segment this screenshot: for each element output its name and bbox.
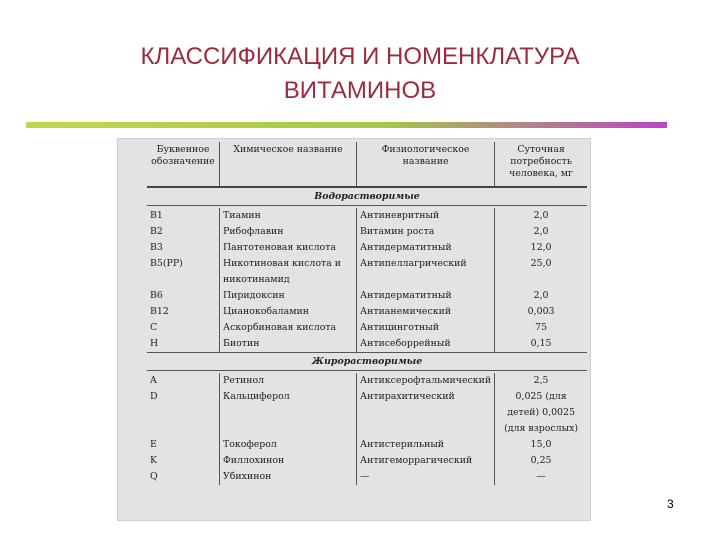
cell-physiological: Антиневритный <box>357 208 495 224</box>
vitamin-table <box>147 142 587 485</box>
cell-letter: H <box>147 336 220 353</box>
table-row <box>147 373 587 389</box>
cell-physiological: — <box>357 469 495 485</box>
cell-chemical: Кальциферол <box>220 389 357 437</box>
cell-physiological: Антипеллагрический <box>357 256 495 288</box>
header-letter: Буквенное обозначение <box>147 142 220 187</box>
cell-daily: 2,0 <box>533 226 549 237</box>
cell-daily: 2,0 <box>533 290 549 301</box>
table-row <box>147 389 587 437</box>
cell-chemical: Биотин <box>220 336 357 353</box>
cell-letter: B12 <box>147 304 220 320</box>
cell-daily: 2,5 <box>533 375 549 386</box>
cell-letter: A <box>147 373 220 389</box>
table-group-row <box>147 353 587 371</box>
cell-chemical: Аскорбиновая кислота <box>220 320 357 336</box>
cell-daily: 0,15 <box>530 338 552 349</box>
cell-letter: K <box>147 453 220 469</box>
cell-chemical: Рибофлавин <box>220 224 357 240</box>
cell-chemical: Убихинон <box>220 469 357 485</box>
cell-chemical: Тиамин <box>220 208 357 224</box>
table-row <box>147 256 587 288</box>
title-line-1: КЛАССИФИКАЦИЯ И НОМЕНКЛАТУРА <box>140 43 580 70</box>
table-group-row <box>147 187 587 206</box>
cell-chemical: Пантотеновая кислота <box>220 240 357 256</box>
cell-physiological: Антицинготный <box>357 320 495 336</box>
cell-letter: B6 <box>147 288 220 304</box>
table-row <box>147 224 587 240</box>
scanned-table-image <box>117 138 591 521</box>
cell-daily: 0,003 <box>527 306 555 317</box>
title-line-2: ВИТАМИНОВ <box>283 77 437 104</box>
cell-letter: B2 <box>147 224 220 240</box>
header-daily: Суточная потребность человека, мг <box>495 142 587 187</box>
cell-daily: 25,0 <box>530 258 552 269</box>
table-row <box>147 240 587 256</box>
cell-letter: B3 <box>147 240 220 256</box>
table-row <box>147 208 587 224</box>
table-row <box>147 336 587 353</box>
cell-letter: B5(PP) <box>147 256 220 288</box>
cell-letter: Q <box>147 469 220 485</box>
cell-chemical: Цианокобаламин <box>220 304 357 320</box>
cell-letter: E <box>147 437 220 453</box>
cell-physiological: Антисеборрейный <box>357 336 495 353</box>
cell-physiological: Антигеморрагический <box>357 453 495 469</box>
table-row <box>147 304 587 320</box>
table-row <box>147 320 587 336</box>
table-row <box>147 288 587 304</box>
cell-letter: B1 <box>147 208 220 224</box>
cell-daily: — <box>536 471 546 482</box>
table-row <box>147 437 587 453</box>
cell-letter: D <box>147 389 220 437</box>
table-row <box>147 453 587 469</box>
table-row <box>147 469 587 485</box>
cell-physiological: Антидерматитный <box>357 288 495 304</box>
cell-letter: C <box>147 320 220 336</box>
cell-chemical: Никотиновая кислота и никотинамид <box>220 256 357 288</box>
cell-chemical: Ретинол <box>220 373 357 389</box>
cell-chemical: Токоферол <box>220 437 357 453</box>
cell-physiological: Антистерильный <box>357 437 495 453</box>
cell-daily: 0,025 (для детей) 0,0025 (для взрослых) <box>504 391 579 434</box>
table-header-row <box>147 142 587 187</box>
cell-physiological: Антианемический <box>357 304 495 320</box>
page-number: 3 <box>667 497 674 511</box>
cell-daily: 12,0 <box>530 242 552 253</box>
cell-daily: 2,0 <box>533 210 549 221</box>
cell-chemical: Филлохинон <box>220 453 357 469</box>
cell-daily: 0,25 <box>530 455 552 466</box>
cell-physiological: Антидерматитный <box>357 240 495 256</box>
table-body <box>147 187 587 485</box>
cell-physiological: Антирахитический <box>357 389 495 437</box>
cell-physiological: Антиксерофтальмический <box>357 373 495 389</box>
header-chemical: Химическое название <box>220 142 357 187</box>
title-underline-bar <box>26 122 667 128</box>
group-label: Жирорастворимые <box>147 353 587 371</box>
group-label: Водорастворимые <box>147 187 587 206</box>
cell-daily: 15,0 <box>530 439 552 450</box>
cell-physiological: Витамин роста <box>357 224 495 240</box>
cell-daily: 75 <box>535 322 548 333</box>
cell-chemical: Пиридоксин <box>220 288 357 304</box>
slide-title <box>60 40 660 108</box>
header-physiological: Физиологическое название <box>357 142 495 187</box>
